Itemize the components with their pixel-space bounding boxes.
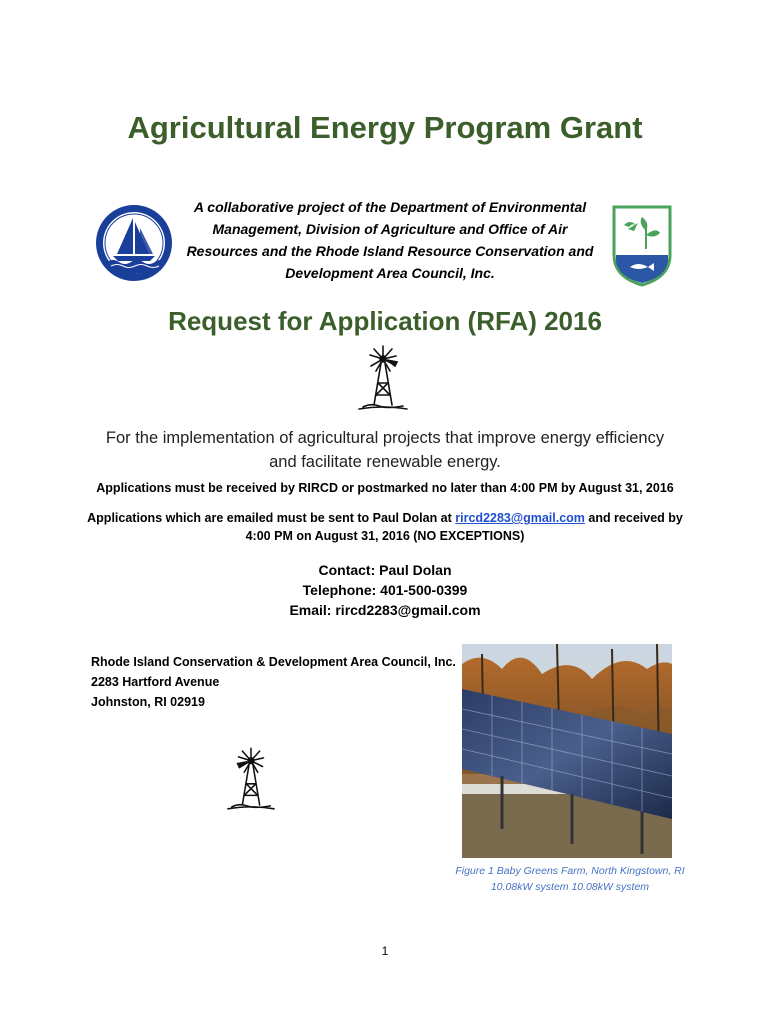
document-title: Agricultural Energy Program Grant (127, 110, 643, 145)
figure-caption-line1: Figure 1 Baby Greens Farm, North Kingstown, RI (455, 865, 685, 877)
contact-email: Email: rircd2283@gmail.com (289, 602, 481, 618)
windmill-icon (226, 746, 276, 812)
email-note-suffix: and received by (584, 511, 683, 525)
windmill-icon-lower (226, 746, 276, 812)
solar-panel-photo-illustration (462, 644, 672, 858)
windmill-icon (357, 345, 409, 411)
solar-array-photo (462, 644, 672, 858)
deadline-statement: Applications must be received by RIRCD or postmarked no later than 4:00 PM by August 31, 2016 (96, 481, 674, 495)
address-org: Rhode Island Conservation & Development Area Council, Inc. (91, 655, 456, 669)
contact-block (0, 560, 770, 620)
intro-line: and facilitate renewable energy. (269, 453, 501, 471)
collaboration-statement (185, 196, 595, 284)
shield-emblem-icon (612, 205, 672, 287)
rfa-heading: Request for Application (RFA) 2016 (168, 306, 602, 336)
mailing-address (91, 652, 456, 712)
page-number: 1 (381, 944, 389, 958)
rircd-shield-logo (612, 205, 672, 287)
collaboration-line: Resources and the Rhode Island Resource Conservation and (186, 243, 594, 259)
collaboration-line: Management, Division of Agriculture and Office of Air (212, 221, 568, 237)
collaboration-line: A collaborative project of the Department of Environmental (193, 199, 587, 215)
figure-caption (440, 863, 700, 895)
contact-name: Contact: Paul Dolan (318, 562, 452, 578)
address-street: 2283 Hartford Avenue (91, 675, 220, 689)
address-city: Johnston, RI 02919 (91, 695, 205, 709)
email-submission-note (70, 509, 700, 545)
collaboration-line: Development Area Council, Inc. (285, 265, 495, 281)
windmill-icon (357, 345, 409, 411)
email-note-line2: 4:00 PM on August 31, 2016 (NO EXCEPTIONS) (245, 529, 525, 543)
sailboat-seal-icon (95, 204, 173, 282)
figure-caption-line2: 10.08kW system 10.08kW system (490, 881, 650, 893)
contact-phone: Telephone: 401-500-0399 (302, 582, 468, 598)
email-note-prefix: Applications which are emailed must be sent to Paul Dolan at (87, 511, 456, 525)
intro-paragraph (80, 426, 690, 474)
ridem-seal-logo (95, 204, 173, 282)
intro-line: For the implementation of agricultural projects that improve energy efficiency (105, 429, 665, 447)
email-link[interactable]: rircd2283@gmail.com (455, 511, 585, 525)
